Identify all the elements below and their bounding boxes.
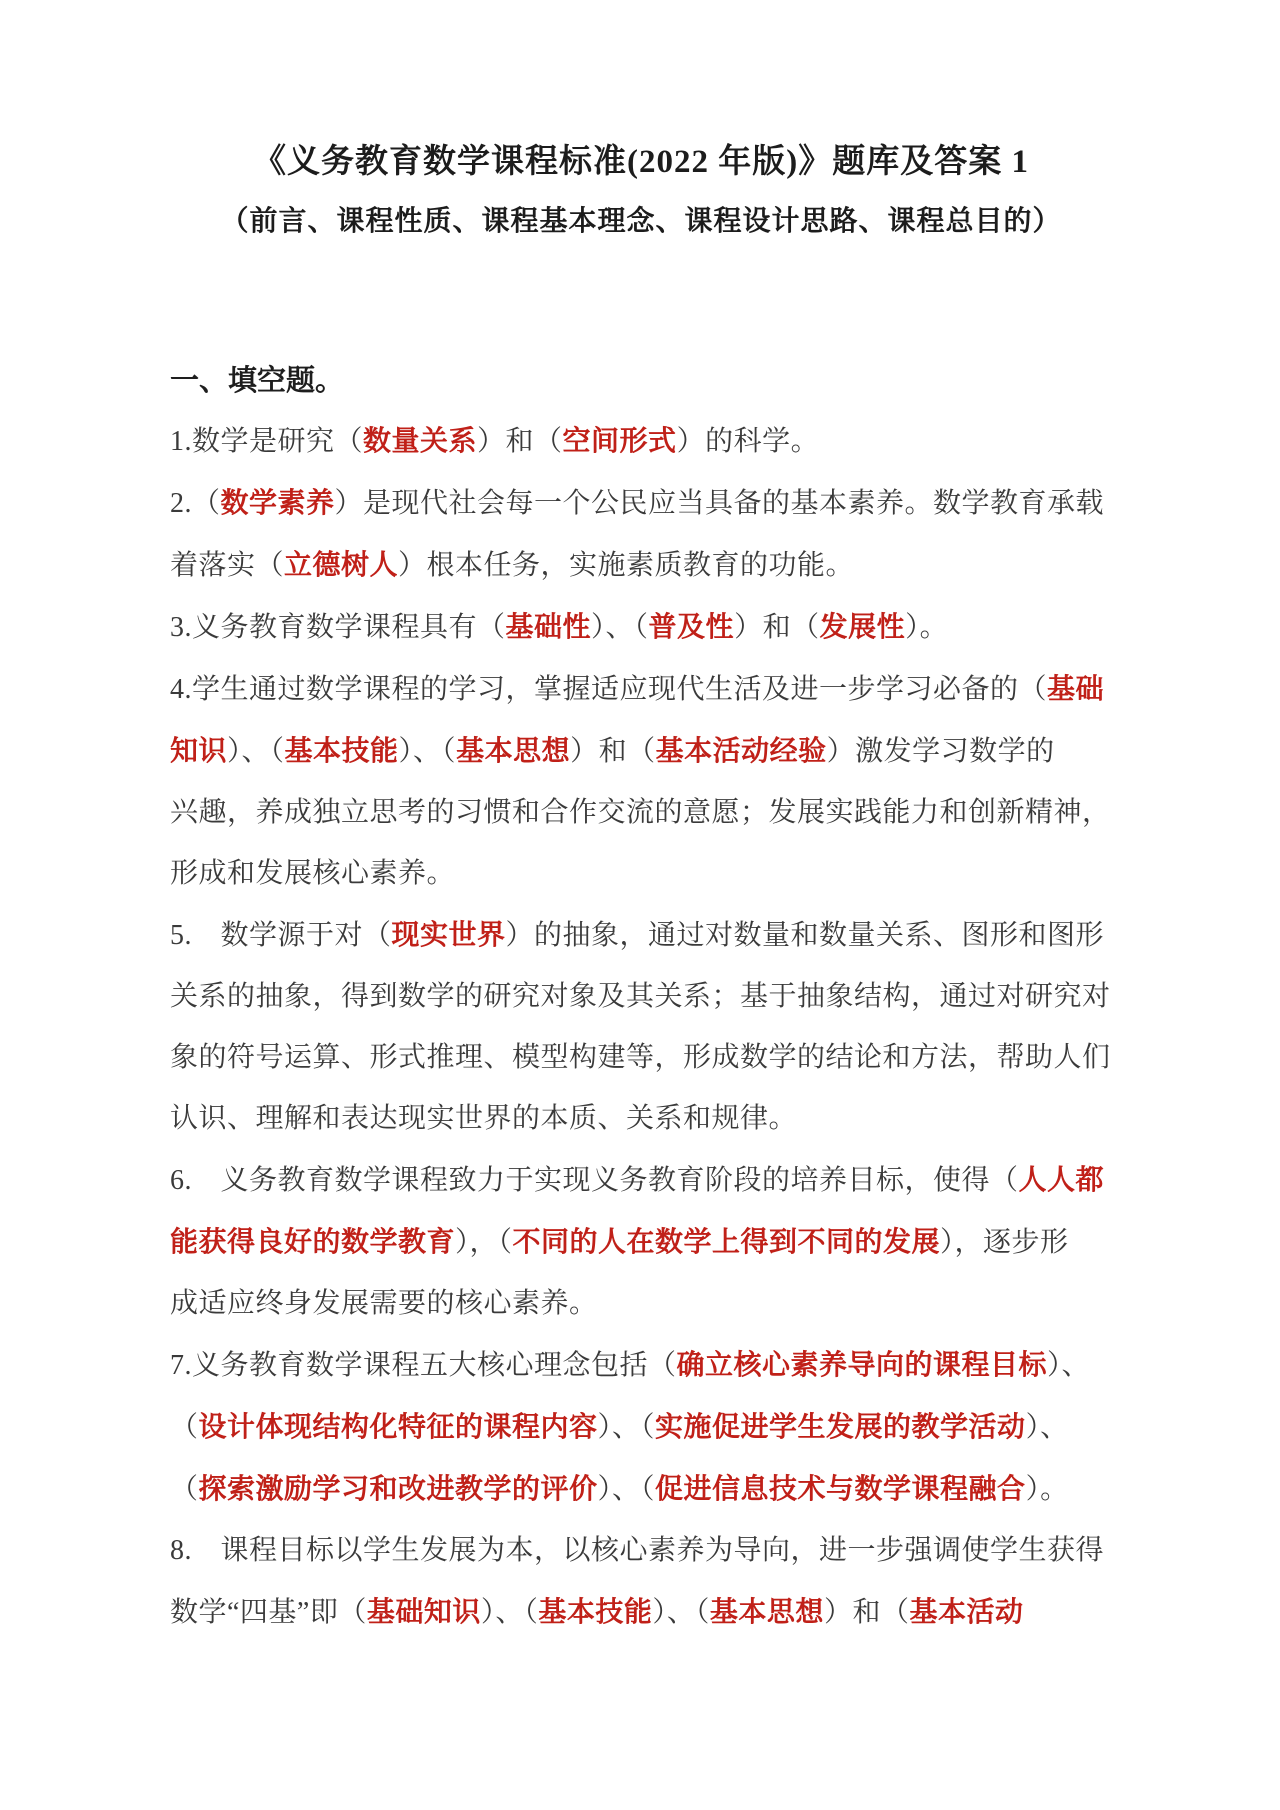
question-text: 数学“四基”即（ <box>170 1597 367 1628</box>
answer-highlight: 确立核心素养导向的课程目标 <box>676 1349 1048 1380</box>
question-text: 2.（ <box>170 488 221 519</box>
question-item-6 <box>170 1149 1112 1334</box>
answer-highlight: 基本活动经验 <box>655 735 827 766</box>
document-title: 《义务教育数学课程标准(2022 年版)》题库及答案 1 <box>253 144 1029 180</box>
question-item-4 <box>170 658 1112 904</box>
answer-highlight: 空间形式 <box>562 425 677 456</box>
answer-highlight: 基本技能 <box>284 735 399 766</box>
question-text: 关系的抽象，得到数学的研究对象及其关系；基于抽象结构，通过对研究对 <box>170 981 1111 1012</box>
question-text: ）是现代社会每一个公民应当具备的基本素养。数学教育承载 <box>334 488 1105 519</box>
question-2-line-1 <box>170 472 1112 534</box>
answer-highlight: 基础 <box>1047 673 1105 704</box>
question-text: ）。 <box>1025 1474 1069 1505</box>
question-text: ）、（ <box>597 1412 656 1443</box>
question-text: ），逐步形 <box>940 1227 1069 1258</box>
answer-highlight: 实施促进学生发展的教学活动 <box>655 1411 1026 1442</box>
question-item-1 <box>170 410 1112 472</box>
answer-highlight: 发展性 <box>819 611 906 642</box>
question-text: ）的抽象，通过对数量和数量关系、图形和图形 <box>505 920 1105 951</box>
question-item-3 <box>170 596 1112 658</box>
question-text: 形成和发展核心素养。 <box>170 858 456 889</box>
answer-highlight: 促进信息技术与数学课程融合 <box>655 1473 1026 1504</box>
answer-highlight: 基本活动 <box>909 1596 1024 1627</box>
question-3-line-1 <box>170 596 1112 658</box>
answer-highlight: 数学素养 <box>220 487 335 518</box>
question-7-line-3 <box>170 1458 1112 1520</box>
question-text: ）、（ <box>480 1597 539 1628</box>
answer-highlight: 基本技能 <box>538 1596 653 1627</box>
answer-highlight: 人人都 <box>1018 1164 1105 1195</box>
question-item-7 <box>170 1334 1112 1520</box>
question-5-line-3 <box>170 1027 1112 1088</box>
answer-highlight: 立德树人 <box>284 549 399 580</box>
question-text: 认识、理解和表达现实世界的本质、关系和规律。 <box>170 1103 798 1134</box>
answer-highlight: 不同的人在数学上得到不同的发展 <box>512 1226 941 1257</box>
question-1-line-1 <box>170 410 1112 472</box>
question-text: ）。 <box>905 612 949 643</box>
answer-highlight: 能获得良好的数学教育 <box>170 1226 456 1257</box>
question-8-line-1 <box>170 1520 1112 1581</box>
question-text: ）、（ <box>652 1597 710 1628</box>
answer-highlight: 普及性 <box>648 611 735 642</box>
answer-highlight: 探索激励学习和改进教学的评价 <box>198 1473 598 1504</box>
answer-highlight: 数量关系 <box>363 425 478 456</box>
question-5-line-2 <box>170 966 1112 1027</box>
question-7-line-2 <box>170 1396 1112 1458</box>
question-text: ）的科学。 <box>676 426 820 457</box>
question-text: ）、（ <box>227 736 285 767</box>
question-item-8 <box>170 1520 1112 1643</box>
question-text: ）和（ <box>823 1597 910 1628</box>
question-text: ）、 <box>1047 1350 1091 1381</box>
question-text: 6. 义务教育数学课程致力于实现义务教育阶段的培养目标，使得（ <box>170 1165 1019 1196</box>
question-text: （ <box>170 1412 199 1443</box>
question-text: ）和（ <box>477 426 563 457</box>
question-text: 7.义务教育数学课程五大核心理念包括（ <box>170 1350 677 1381</box>
question-6-line-1 <box>170 1149 1112 1211</box>
question-text: 1.数学是研究（ <box>170 426 364 457</box>
question-text: 5. 数学源于对（ <box>170 920 392 951</box>
question-text: （ <box>170 1474 199 1505</box>
question-2-line-2 <box>170 534 1112 596</box>
question-text: 成适应终身发展需要的核心素养。 <box>170 1288 598 1319</box>
question-text: ）、（ <box>597 1474 656 1505</box>
question-4-line-2 <box>170 720 1112 782</box>
question-text: 8. 课程目标以学生发展为本，以核心素养为导向，进一步强调使学生获得 <box>170 1535 1105 1566</box>
question-text: ）激发学习数学的 <box>826 736 1055 767</box>
question-text: 3.义务教育数学课程具有（ <box>170 612 506 643</box>
question-4-line-1 <box>170 658 1112 720</box>
question-6-line-2 <box>170 1211 1112 1273</box>
question-text: ）、（ <box>398 736 457 767</box>
section-heading-fill-in-blanks: 一、填空题。 <box>170 365 345 397</box>
question-text: ），（ <box>455 1227 513 1258</box>
answer-highlight: 基础知识 <box>366 1596 481 1627</box>
answer-highlight: 设计体现结构化特征的课程内容 <box>198 1411 598 1442</box>
question-4-line-3 <box>170 782 1112 843</box>
answer-highlight: 基础性 <box>505 611 592 642</box>
question-text: ）、 <box>1025 1412 1069 1443</box>
question-list <box>170 410 1112 1643</box>
answer-highlight: 基本思想 <box>709 1596 824 1627</box>
question-text: 象的符号运算、形式推理、模型构建等，形成数学的结论和方法，帮助人们 <box>170 1042 1111 1073</box>
question-text: ）、（ <box>591 612 649 643</box>
answer-highlight: 基本思想 <box>456 735 571 766</box>
question-5-line-1 <box>170 904 1112 966</box>
question-text: 着落实（ <box>170 550 285 581</box>
question-item-2 <box>170 472 1112 596</box>
question-text: 4.学生通过数学课程的学习，掌握适应现代生活及进一步学习必备的（ <box>170 674 1048 705</box>
question-text: ）根本任务，实施素质教育的功能。 <box>398 550 855 581</box>
question-text: ）和（ <box>570 736 656 767</box>
question-text: 兴趣，养成独立思考的习惯和合作交流的意愿；发展实践能力和创新精神， <box>170 797 1111 828</box>
answer-highlight: 现实世界 <box>391 919 506 950</box>
question-5-line-4 <box>170 1088 1112 1149</box>
question-6-line-3 <box>170 1273 1112 1334</box>
document-subtitle: （前言、课程性质、课程基本理念、课程设计思路、课程总目的） <box>220 206 1062 237</box>
question-4-line-4 <box>170 843 1112 904</box>
question-item-5 <box>170 904 1112 1149</box>
question-text: ）和（ <box>734 612 820 643</box>
answer-highlight: 知识 <box>170 735 228 766</box>
question-8-line-2 <box>170 1581 1112 1643</box>
question-7-line-1 <box>170 1334 1112 1396</box>
